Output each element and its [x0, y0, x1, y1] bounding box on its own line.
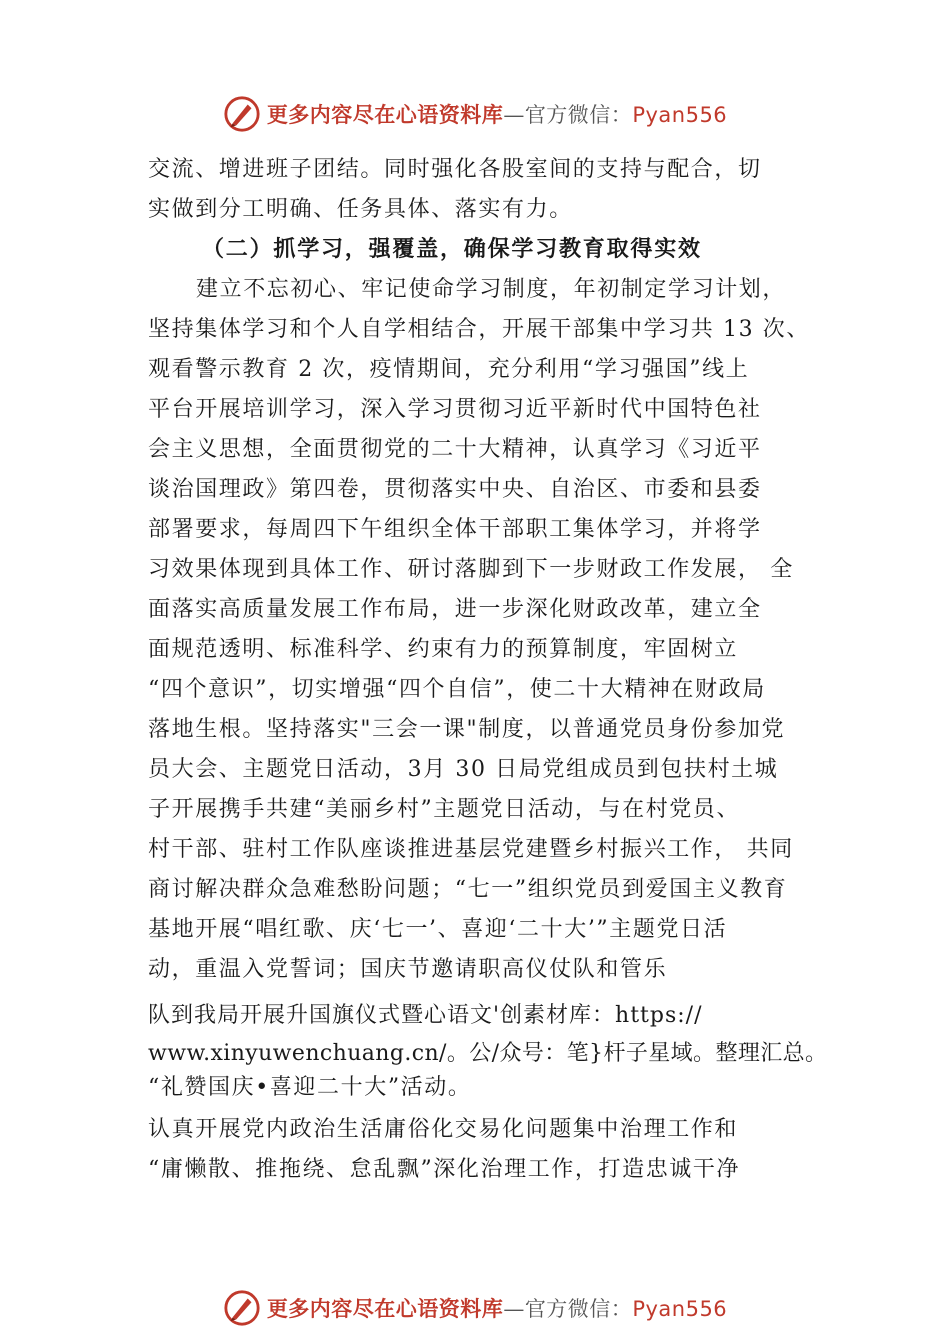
text-line: 会主义思想，全面贯彻党的二十大精神，认真学习《习近平 [148, 437, 762, 462]
text-line: 商讨解决群众急难愁盼问题；“七一”组织党员到爱国主义教育 [148, 877, 788, 902]
footer-watermark-banner [0, 1286, 950, 1330]
text-line: 落地生根。坚持落实"三会一课"制度，以普通党员身份参加党 [148, 717, 786, 742]
text-line: “礼赞国庆•喜迎二十大”活动。 [148, 1075, 472, 1100]
text-line: 谈治国理政》第四卷，贯彻落实中央、自治区、市委和县委 [148, 477, 762, 502]
header-watermark-banner [0, 92, 950, 136]
text-line: 部署要求，每周四下午组织全体干部职工集体学习，并将学 [148, 517, 762, 542]
banner-wechat-id: Pyan556 [632, 1297, 728, 1321]
banner-site: 更多内容尽在心语资料库 [266, 1296, 504, 1321]
banner-label: 官方微信： [524, 103, 633, 127]
text-line: 面落实高质量发展工作布局，进一步深化财政改革，建立全 [148, 597, 762, 622]
banner-separator: — [503, 1297, 525, 1321]
section-heading: （二）抓学习，强覆盖，确保学习教育取得实效 [202, 236, 702, 262]
text-line: 平台开展培训学习，深入学习贯彻习近平新时代中国特色社 [148, 397, 762, 422]
text-line: 面规范透明、标准科学、约束有力的预算制度，牢固树立 [148, 637, 739, 662]
text-line: “四个意识”，切实增强“四个自信”，使二十大精神在财政局 [148, 677, 766, 702]
banner-label: 官方微信： [524, 1297, 633, 1321]
banner-separator: — [503, 103, 525, 127]
text-line: www.xinyuwenchuang.cn/。公/众号：笔}杆子星域。整理汇总。 [148, 1041, 828, 1066]
text-line: 基地开展“唱红歌、庆‘七一’、喜迎‘二十大’”主题党日活 [148, 917, 728, 942]
text-line: 员大会、主题党日活动，3月 30 日局党组成员到包扶村土城 [148, 757, 779, 782]
text-line: 子开展携手共建“美丽乡村”主题党日活动，与在村党员、 [148, 797, 741, 822]
banner-text [267, 1293, 727, 1323]
text-line: 习效果体现到具体工作、研讨落脚到下一步财政工作发展， 全 [148, 557, 794, 582]
text-line: 坚持集体学习和个人自学相结合，开展干部集中学习共 13 次、 [148, 317, 810, 342]
banner-text [267, 99, 727, 129]
text-line: 观看警示教育 2 次，疫情期间，充分利用“学习强国”线上 [148, 357, 750, 382]
text-line: 交流、增进班子团结。同时强化各股室间的支持与配合，切 [148, 157, 762, 182]
text-line: 动，重温入党誓词；国庆节邀请职高仪仗队和管乐 [148, 957, 668, 982]
paragraph-first-line: 建立不忘初心、牢记使命学习制度，年初制定学习计划， [196, 277, 787, 302]
text-line: 队到我局开展升国旗仪式暨心语文'创素材库：https:// [148, 1003, 703, 1028]
pen-logo-icon [223, 1289, 261, 1327]
banner-wechat-id: Pyan556 [632, 103, 728, 127]
text-line: 村干部、驻村工作队座谈推进基层党建暨乡村振兴工作， 共同 [148, 837, 794, 862]
text-line: 实做到分工明确、任务具体、落实有力。 [148, 197, 573, 222]
pen-logo-icon [223, 95, 261, 133]
banner-site: 更多内容尽在心语资料库 [266, 102, 504, 127]
text-line: “庸懒散、推拖绕、怠乱飘”深化治理工作，打造忠诚干净 [148, 1157, 741, 1182]
text-line: 认真开展党内政治生活庸俗化交易化问题集中治理工作和 [148, 1117, 739, 1142]
